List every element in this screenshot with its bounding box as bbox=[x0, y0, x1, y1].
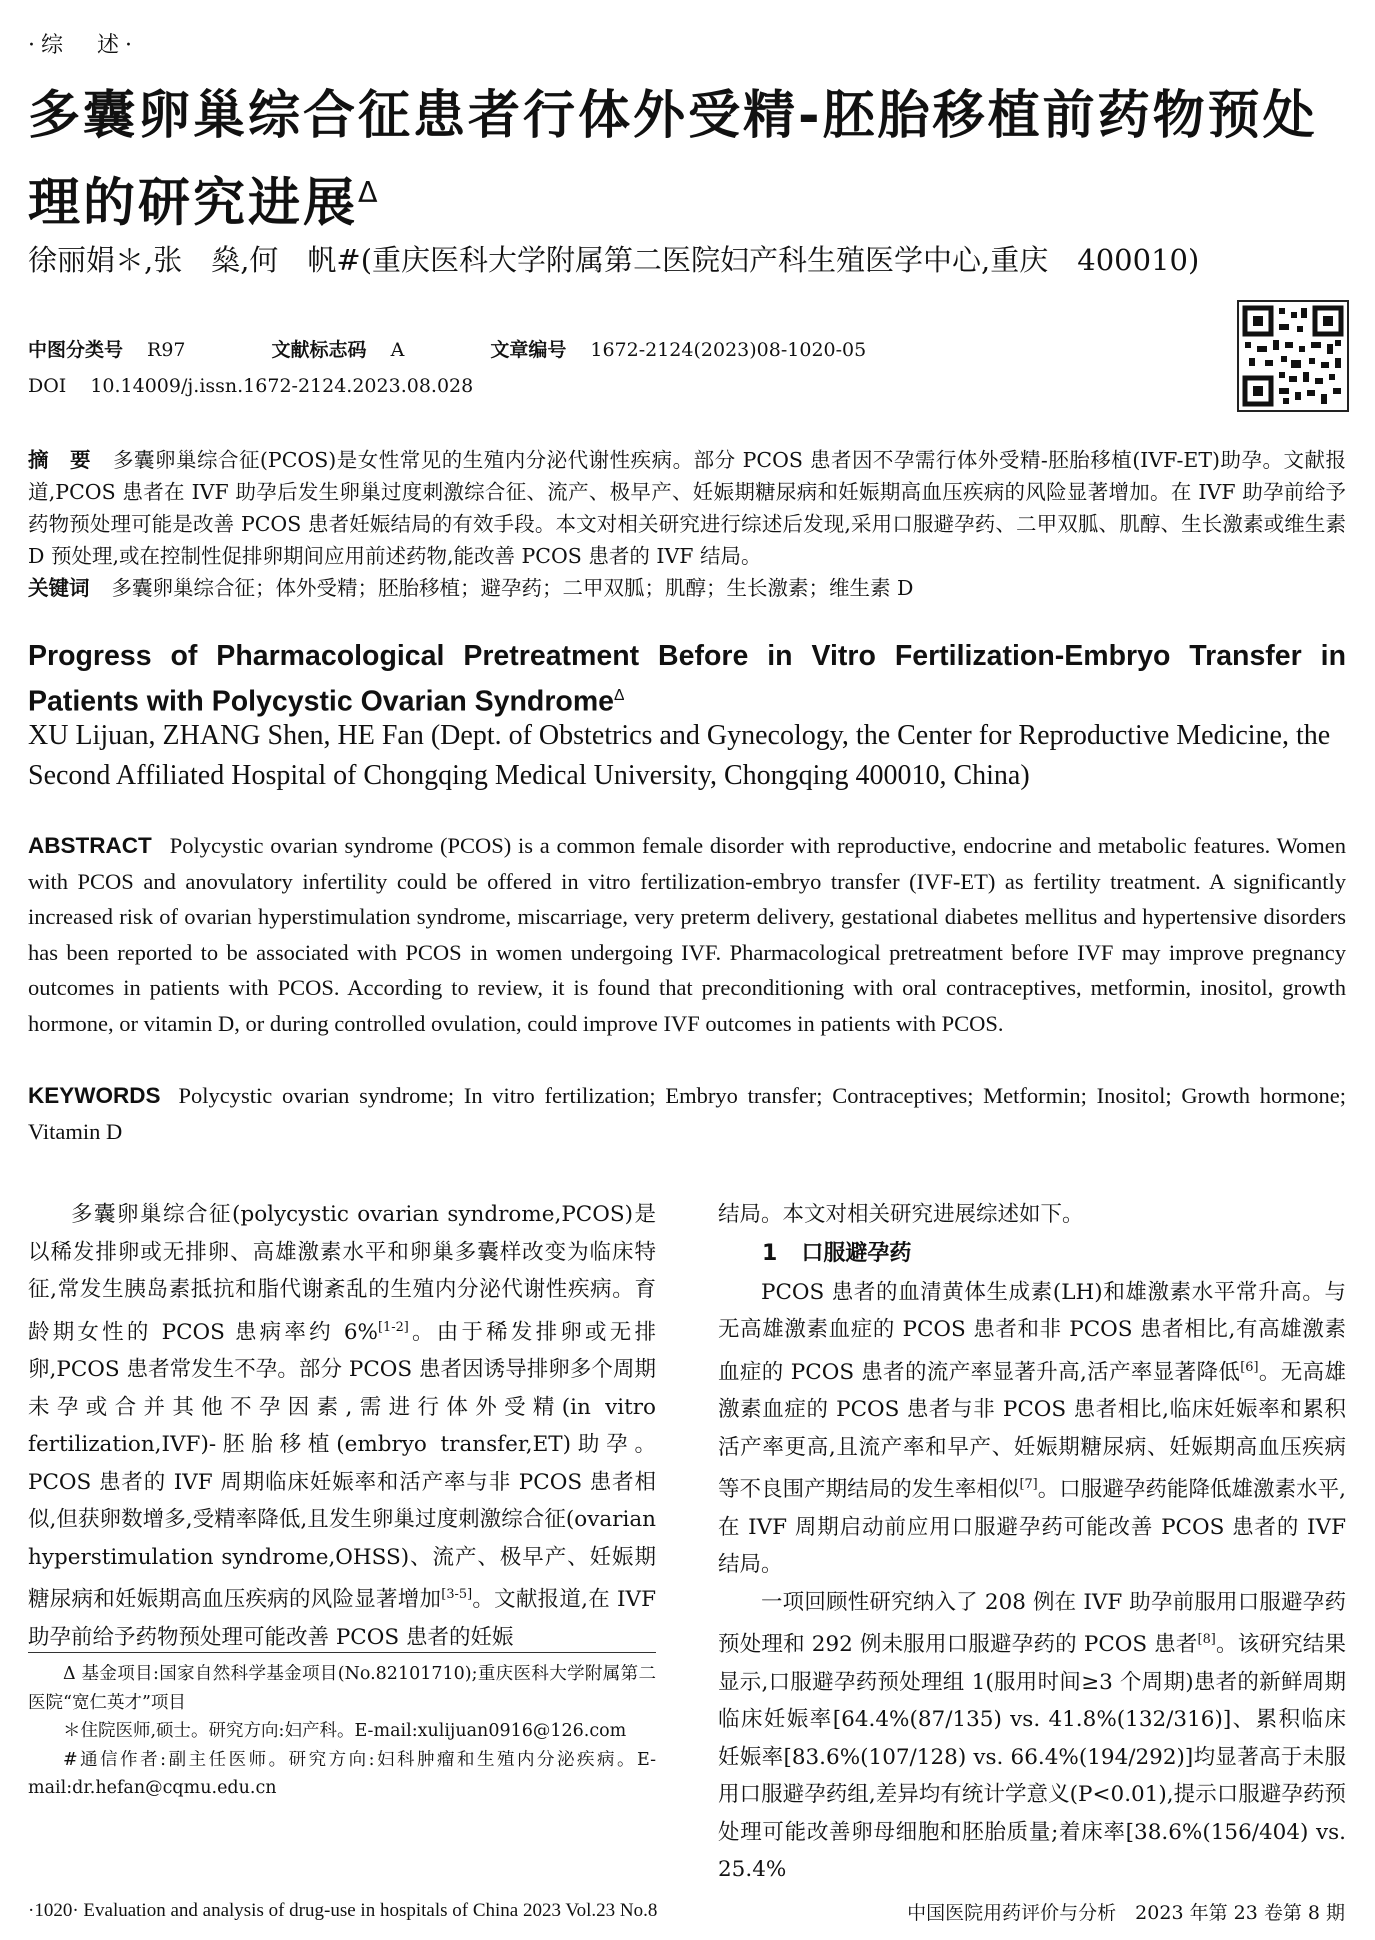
citation-ref[interactable]: [1-2] bbox=[377, 1319, 409, 1335]
footnote-fund: Δ 基金项目:国家自然科学基金项目(No.82101710);重庆医科大学附属第二医院“宽仁英才”项目 bbox=[28, 1664, 656, 1713]
section-heading-number: 1 bbox=[762, 1240, 778, 1266]
citation-ref[interactable]: [3-5] bbox=[441, 1587, 473, 1603]
title-en-fund-mark: Δ bbox=[614, 687, 625, 704]
abstract-en-text: Polycystic ovarian syndrome (PCOS) is a common female disorder with reproductive, endocrine and metabolic features. Women with PCOS and anovulatory infertility could be offered in vitro fertilization-embryo transfer (IVF-ET) as fertility treatment. A significantly increased risk of ovarian hyperstimulation syndrome, miscarriage, very preterm delivery, gestational diabetes mellitus and hypertensive disorders has been reported to be associated with PCOS in women undergoing IVF. Pharmacological pretreatment before IVF may improve pregnancy outcomes in patients with PCOS. According to review, it is found that preconditioning with oral contraceptives, metformin, inositol, growth hormone, or vitamin D, or during controlled ovulation, could improve IVF outcomes in patients with PCOS. bbox=[28, 833, 1346, 1036]
citation-ref[interactable]: [6] bbox=[1240, 1359, 1259, 1375]
citation-ref[interactable]: [8] bbox=[1197, 1632, 1216, 1648]
body-text: 。无高雄激素血症的 PCOS 患者与非 PCOS 患者相比,临床妊娠率和累积活产率更高,且流产率和早产、妊娠期糖尿病、妊娠期高血压疾病等不良围产期结局的发生率相似 bbox=[718, 1359, 1346, 1503]
footnotes bbox=[28, 1660, 656, 1803]
body-paragraph bbox=[718, 1584, 1346, 1889]
page-footer-left: ·1020· Evaluation and analysis of drug-use in hospitals of China 2023 Vol.23 No.8 bbox=[28, 1900, 658, 1921]
article-no-value: 1672-2124(2023)08-1020-05 bbox=[590, 339, 867, 361]
footnote-first-author: ＊住院医师,硕士。研究方向:妇产科。E-mail:xulijuan0916@126.com bbox=[63, 1721, 627, 1741]
section-tag: ·综 述· bbox=[28, 33, 138, 58]
body-text: 多囊卵巢综合征(polycystic ovarian syndrome,PCOS)是以稀发排卵或无排卵、高雄激素水平和卵巢多囊样改变为临床特征,常发生胰岛素抵抗和脂代谢紊乱的生殖内分泌代谢性疾病。育龄期女性的 PCOS 患病率约 6% bbox=[28, 1202, 656, 1345]
body-text: 。由于稀发排卵或无排卵,PCOS 患者常发生不孕。部分 PCOS 患者因诱导排卵多个周期未孕或合并其他不孕因素,需进行体外受精(in vitro fertilization,IVF)-胚胎移植(embryo transfer,ET)助孕。PCOS 患者的 IVF 周期临床妊娠率和活产率与非 PCOS 患者相似,但获卵数增多,受精率降低,且发生卵巢过度刺激综合征(ovarian hyperstimulation syndrome,OHSS)、流产、极早产、妊娠期糖尿病和妊娠期高血压疾病的风险显著增加 bbox=[28, 1319, 656, 1613]
abstract-cn-text: 多囊卵巢综合征(PCOS)是女性常见的生殖内分泌代谢性疾病。部分 PCOS 患者因不孕需行体外受精-胚胎移植(IVF-ET)助孕。文献报道,PCOS 患者在 IVF 助孕后发生卵巢过度刺激综合征、流产、极早产、妊娠期糖尿病和妊娠期高血压疾病的风险显著增加。在 IVF 助孕前给予药物预处理可能是改善 PCOS 患者妊娠结局的有效手段。本文对相关研究进行综述后发现,采用口服避孕药、二甲双胍、肌醇、生长激素或维生素 D 预处理,或在控制性促排卵期间应用前述药物,能改善 PCOS 患者的 IVF 结局。 bbox=[28, 448, 1346, 568]
doi-value: 10.14009/j.issn.1672-2124.2023.08.028 bbox=[90, 375, 474, 397]
authors-en: XU Lijuan, ZHANG Shen, HE Fan (Dept. of Obstetrics and Gynecology, the Center for Reproductive Medicine, the Second Affiliated Hospital of Chongqing Medical University, Chongqing 400010, China) bbox=[28, 720, 1331, 791]
page-title-cn bbox=[28, 78, 1348, 241]
doc-code-value: A bbox=[390, 339, 405, 361]
keywords-cn-label: 关键词 bbox=[28, 576, 90, 600]
footnote-divider bbox=[28, 1652, 656, 1653]
qr-code-graphic bbox=[1239, 302, 1347, 410]
body-text: 。文献报道,在 IVF 助孕前给予药物预处理可能改善 PCOS 患者的妊娠 bbox=[28, 1587, 656, 1650]
keywords-en-label: KEYWORDS bbox=[28, 1083, 161, 1108]
clc-label: 中图分类号 bbox=[28, 339, 124, 361]
footnote-corresponding-author: #通信作者:副主任医师。研究方向:妇科肿瘤和生殖内分泌疾病。E-mail:dr.hefan@cqmu.edu.cn bbox=[28, 1749, 656, 1798]
abstract-cn-label: 摘 要 bbox=[28, 448, 91, 472]
doc-code-label: 文献标志码 bbox=[271, 339, 367, 361]
body-column-right bbox=[718, 1196, 1346, 1889]
abstract-en bbox=[28, 828, 1346, 1041]
page-title-en bbox=[28, 636, 1346, 722]
keywords-en-text: Polycystic ovarian syndrome; In vitro fertilization; Embryo transfer; Contraceptives; Metformin; Inositol; Growth hormone; Vitamin D bbox=[28, 1083, 1346, 1144]
qr-code-icon bbox=[1237, 300, 1349, 412]
body-text: 。口服避孕药能降低雄激素水平,在 IVF 周期启动前应用口服避孕药可能改善 PCOS 患者的 IVF 结局。 bbox=[718, 1477, 1346, 1578]
page-footer-right: 中国医院用药评价与分析 2023 年第 23 卷第 8 期 bbox=[907, 1902, 1345, 1924]
body-paragraph: 结局。本文对相关研究进展综述如下。 bbox=[718, 1202, 1084, 1227]
body-text: PCOS 患者的血清黄体生成素(LH)和雄激素水平常升高。与无高雄激素血症的 PCOS 患者和非 PCOS 患者相比,有高雄激素血症的 PCOS 患者的流产率显著升高,活产率显著降低 bbox=[718, 1279, 1346, 1385]
title-en-text: Progress of Pharmacological Pretreatment Before in Vitro Fertilization-Embryo Transfer in Patients with Polycystic Ovarian Syndrome bbox=[28, 640, 1346, 718]
clc-value: R97 bbox=[147, 339, 186, 361]
section-heading-text: 口服避孕药 bbox=[801, 1240, 912, 1266]
article-no-label: 文章编号 bbox=[490, 339, 567, 361]
body-paragraph bbox=[28, 1196, 656, 1656]
keywords-cn-text: 多囊卵巢综合征；体外受精；胚胎移植；避孕药；二甲双胍；肌醇；生长激素；维生素 D bbox=[111, 576, 914, 600]
abstract-cn bbox=[28, 444, 1346, 572]
meta-row-doi bbox=[28, 372, 473, 400]
abstract-en-label: ABSTRACT bbox=[28, 833, 152, 858]
body-column-left bbox=[28, 1196, 656, 1656]
body-text: 一项回顾性研究纳入了 208 例在 IVF 助孕前服用口服避孕药预处理和 292 例未服用口服避孕药的 PCOS 患者 bbox=[718, 1589, 1346, 1658]
keywords-cn bbox=[28, 572, 1346, 604]
authors-cn: 徐丽娟＊,张 燊,何 帆#(重庆医科大学附属第二医院妇产科生殖医学中心,重庆 400010) bbox=[28, 243, 1200, 277]
doi-label: DOI bbox=[28, 375, 67, 397]
title-cn-fund-mark: Δ bbox=[358, 175, 381, 209]
body-paragraph bbox=[718, 1274, 1346, 1584]
title-cn-text: 多囊卵巢综合征患者行体外受精-胚胎移植前药物预处理的研究进展 bbox=[28, 86, 1318, 234]
meta-row-classification bbox=[28, 336, 866, 364]
body-text: 。该研究结果显示,口服避孕药预处理组 1(服用时间≥3 个周期)患者的新鲜周期临床妊娠率[64.4%(87/135) vs. 41.8%(132/316)]、累积临床妊娠率[83.6%(107/128) vs. 66.4%(194/292)]均显著高于未服用口服避孕药组,差异均有统计学意义(P<0.01),提示口服避孕药预处理可能改善卵母细胞和胚胎质量;着床率[38.6%(156/404) vs. 25.4% bbox=[718, 1632, 1346, 1883]
keywords-en bbox=[28, 1078, 1346, 1149]
citation-ref[interactable]: [7] bbox=[1019, 1477, 1038, 1493]
section-heading bbox=[718, 1234, 1346, 1274]
